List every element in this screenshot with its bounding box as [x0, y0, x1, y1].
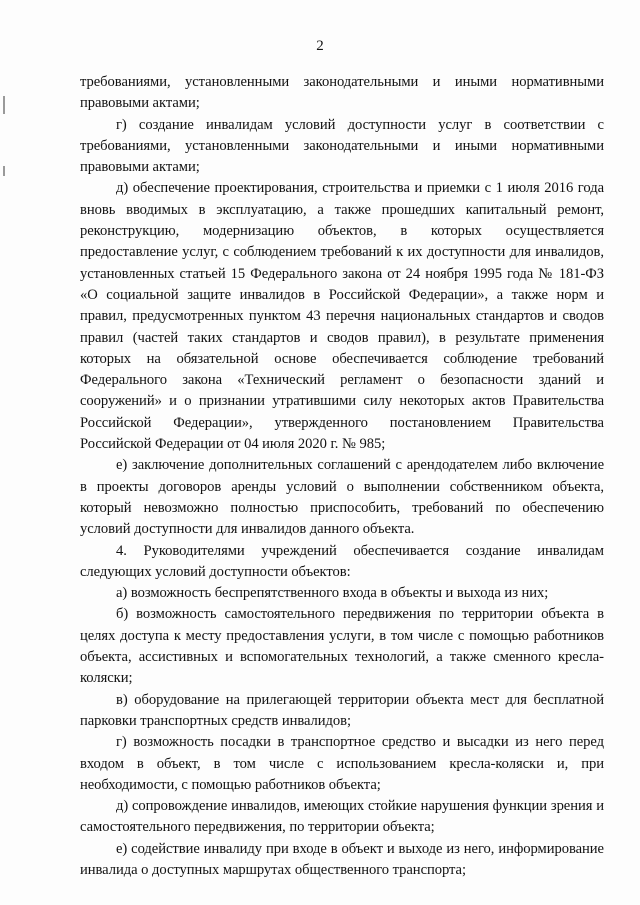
- paragraph-section-4: 4. Руководителями учреждений обеспечивается создание инвалидам следующих условий доступности объектов:: [80, 542, 604, 580]
- paragraph-item-d: д) обеспечение проектирования, строительства и приемки с 1 июля 2016 года вновь вводимых в эксплуатацию, а также прошедших капитальный ремонт, реконструкцию, модернизацию объектов, в которых осуществляется предоставление услуг, с соблюдением требований к их доступности для инвалидов, установленных статьей 15 Федерального закона от 24 ноября 1995 года № 181-ФЗ «О социальной защите инвалидов в Российской Федерации», а также норм и правил, предусмотренных пунктом 43 перечня национальных стандартов и сводов правил (частей таких стандартов и сводов правил), в результате применения которых на обязательной основе обеспечивается соблюдение требований Федерального закона «Технический регламент о безопасности зданий и сооружений» и о признании утратившими силу некоторых актов Правительства Российской Федерации», утвержденного постановлением Правительства Российской Федерации от 04 июля 2020 г. № 985;: [80, 180, 604, 453]
- paragraph-item-e: е) заключение дополнительных соглашений с арендодателем либо включение в проекты договоров аренды условий о выполнении собственником объекта, который невозможно полностью приспособить, требований по обеспечению условий доступности для инвалидов данного объекта.: [80, 457, 604, 538]
- paragraph-item-e2: е) содействие инвалиду при входе в объект и выходе из него, информирование инвалида о доступных маршрутах общественного транспорта;: [80, 840, 604, 878]
- paragraph-item-g2: г) возможность посадки в транспортное средство и высадки из него перед входом в объект, в том числе с использованием кресла-коляски и, при необходимости, с помощью работников объекта;: [80, 734, 604, 793]
- paragraph-continuation: требованиями, установленными законодательными и иными нормативными правовыми актами;: [80, 74, 604, 112]
- paragraph-item-g: г) создание инвалидам условий доступности услуг в соответствии с требованиями, установленными законодательными и иными нормативными правовыми актами;: [80, 116, 604, 176]
- scan-margin-mark: [3, 96, 5, 114]
- paragraph-item-v: в) оборудование на прилегающей территории объекта мест для бесплатной парковки транспортных средств инвалидов;: [80, 691, 604, 729]
- paragraph-item-a: а) возможность беспрепятственного входа в объекты и выхода из них;: [116, 585, 549, 602]
- document-body: [80, 72, 604, 881]
- paragraph-item-d2: д) сопровождение инвалидов, имеющих стойкие нарушения функции зрения и самостоятельного передвижения, по территории объекта;: [80, 798, 604, 836]
- scan-margin-mark: [3, 166, 5, 176]
- paragraph-item-b: б) возможность самостоятельного передвижения по территории объекта в целях доступа к месту предоставления услуги, в том числе с помощью работников объекта, ассистивных и вспомогательных технологий, а также сменного кресла-коляски;: [80, 606, 604, 687]
- page-number: 2: [316, 38, 324, 54]
